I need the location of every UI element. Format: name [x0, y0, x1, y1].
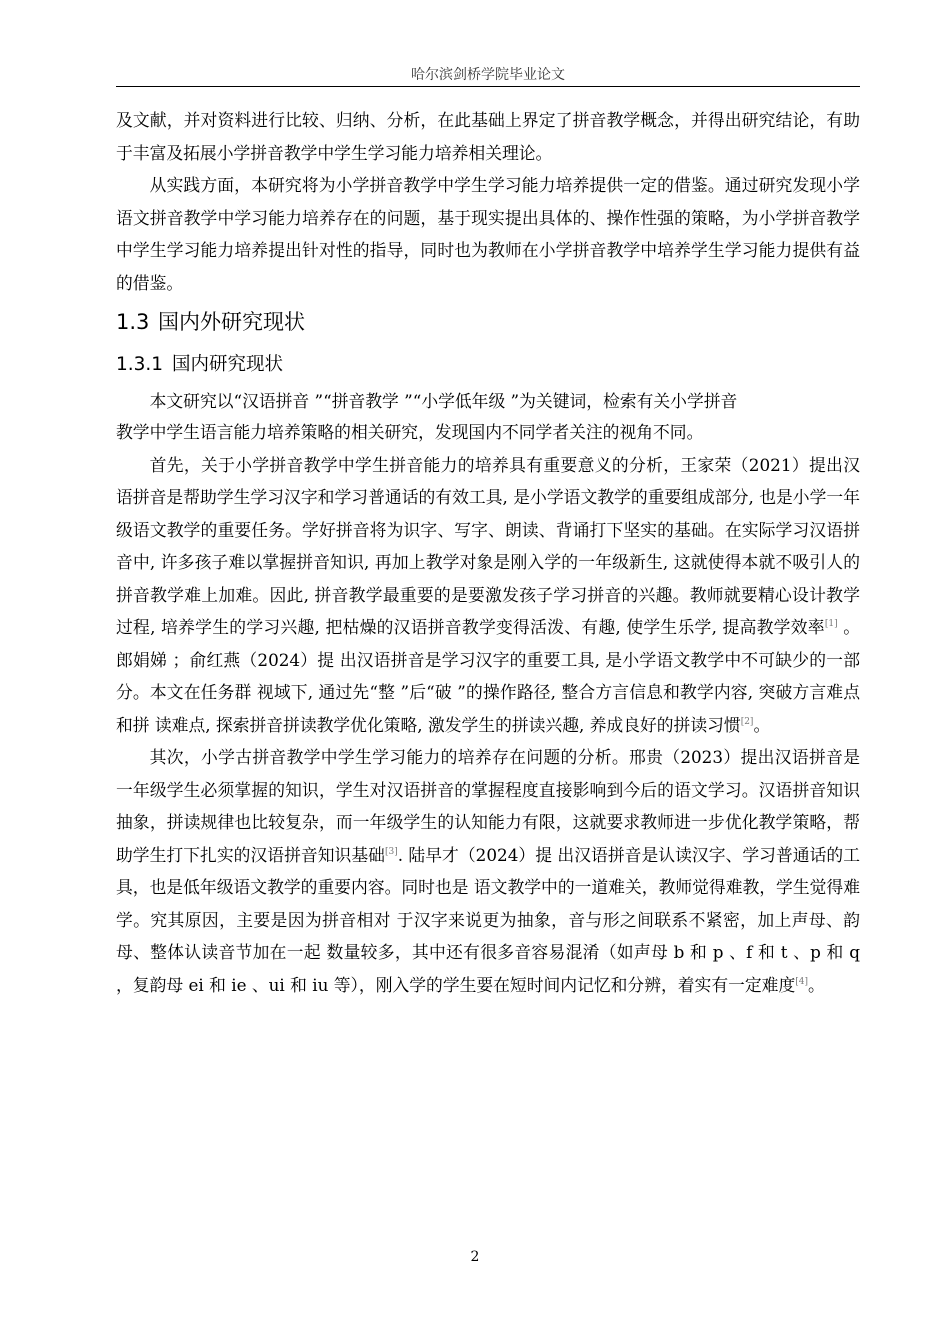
header-divider [116, 86, 860, 87]
running-header: 哈尔滨剑桥学院毕业论文 [411, 67, 565, 83]
page-number: 2 [470, 1249, 480, 1265]
citation-ref-1: [1] [824, 619, 838, 629]
subsection-heading-1-3-1 [116, 345, 860, 385]
subsection-title: 国内研究现状 [172, 354, 284, 375]
paragraph-text: 其次，小学古拼音教学中学生学习能力的培养存在问题的分析。邢贵（2023）提出汉语拼音是一年级学生必须掌握的知识，学生对汉语拼音的掌握程度直接影响到今后的语文学习。汉语拼音知识抽象，拼读规律也比较复杂，而一年级学生的认知能力有限，这就要求教师进一步优化教学策略，帮助学生打下扎实的汉语拼音知识基础 [116, 747, 860, 865]
page-body [116, 104, 860, 1001]
citation-ref-3: [3] [384, 846, 398, 857]
paragraph-keywords-line1: 本文研究以“汉语拼音 ”“拼音教学 ”“小学低年级 ”为关键词，检索有关小学拼音 [149, 391, 738, 411]
citation-ref-4: [4] [795, 976, 808, 987]
paragraph-keywords-line2: 教学中学生语言能力培养策略的相关研究，发现国内不同学者关注的视角不同。 [116, 422, 704, 442]
paragraph-text: 首先，关于小学拼音教学中学生拼音能力的培养具有重要意义的分析，王家荣（2021）提出汉语拼音是帮助学生学习汉字和学习普通话的有效工具, 是小学语文教学的重要组成部分, 也是小学一年级语文教学的重要任务。学好拼音将为识字、写字、朗读、背诵打下坚实的基础。在实际学习汉语拼音中, 许多孩子难以掌握拼音知识, 再加上教学对象是刚入学的一年级新生, 这就使得本就不吸引人的拼音教学难上加难。因此, 拼音教学最重要的是要激发孩子学习拼音的兴趣。教师就要精心设计教学过程, 培养学生的学习兴趣, 把枯燥的汉语拼音教学变得活泼、有趣, 使学生乐学, 提高教学效率 [116, 454, 860, 637]
paragraph-text: 。 [808, 974, 825, 995]
citation-ref-2: [2] [740, 716, 754, 727]
paragraph-text: . 陆早才（2024）提 出汉语拼音是认读汉字、学习普通话的工具，也是低年级语文教学的重要内容。同时也是 语文教学中的一道难关，教师觉得难教，学生觉得难学。究其原因，主要是因为拼音相对 于汉字来说更为抽象，音与形之间联系不紧密，加上声母、韵母、整体认读音节加在一起 数量较多，其中还有很多音容易混淆（如声母 b 和 p 、f 和 t 、p 和 q ，复韵母 ei 和 ie 、ui 和 iu 等），刚入学的学生要在短时间内记忆和分辨，着实有一定难度 [116, 844, 860, 995]
section-number: 1.3 [116, 310, 150, 334]
paragraph-first-analysis [116, 449, 860, 742]
section-title: 国内外研究现状 [158, 310, 305, 334]
paragraph-practice: 从实践方面，本研究将为小学拼音教学中学生学习能力培养提供一定的借鉴。通过研究发现小学语文拼音教学中学习能力培养存在的问题，基于现实提出具体的、操作性强的策略，为小学拼音教学中学生学习能力培养提出针对性的指导，同时也为教师在小学拼音教学中培养学生学习能力提供有益的借鉴。 [116, 175, 860, 293]
paragraph-text: 。 [753, 714, 771, 735]
paragraph-continuation: 及文献，并对资料进行比较、归纳、分析，在此基础上界定了拼音教学概念，并得出研究结论，有助于丰富及拓展小学拼音教学中学生学习能力培养相关理论。 [116, 110, 860, 163]
subsection-number: 1.3.1 [116, 354, 164, 375]
paragraph-text: 。 郎娟娣 ；俞红燕（2024）提 出汉语拼音是学习汉字的重要工具, 是小学语文教学中不可缺少的一部分。本文在任务群 视域下, 通过先“整 ”后“破 ”的操作路径, 整合方言信息和教学内容, 突破方言难点和拼 读难点, 探索拼音拼读教学优化策略, 激发学生的拼读兴趣, 养成良好的拼读习惯 [116, 617, 860, 735]
paragraph-second-analysis [116, 741, 860, 1001]
section-heading-1-3 [116, 299, 860, 345]
